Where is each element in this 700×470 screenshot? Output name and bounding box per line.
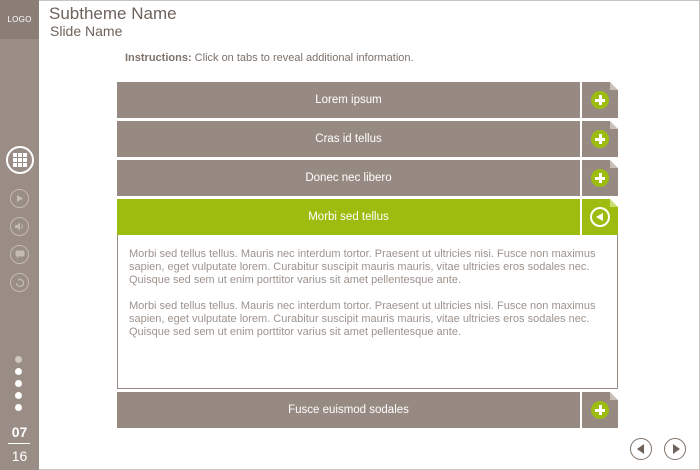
tab-fusce-euismod-sodales[interactable] bbox=[117, 392, 618, 428]
tab-lorem-ipsum[interactable] bbox=[117, 82, 618, 118]
plus-icon bbox=[591, 130, 609, 148]
tab-content-panel bbox=[117, 235, 618, 389]
collapse-button[interactable] bbox=[582, 199, 618, 235]
progress-dot bbox=[15, 392, 22, 399]
play-button[interactable] bbox=[10, 189, 29, 208]
expand-button[interactable] bbox=[582, 392, 618, 428]
grid-icon bbox=[13, 153, 27, 167]
tab-label[interactable]: Donec nec libero bbox=[117, 160, 580, 196]
play-icon bbox=[15, 194, 24, 203]
content-paragraph: Morbi sed tellus tellus. Mauris nec interdum tortor. Praesent ut ultricies nisi. Fusce non maximus sapien, eget vulputate lorem. Curabitur suscipit mauris mauris, vitae ultricies eros sodales nec. Quisque sed sem ut enim porttitor varius sit amet pellentesque ante. bbox=[129, 300, 596, 338]
tab-cras-id-tellus[interactable] bbox=[117, 121, 618, 157]
tab-label[interactable]: Fusce euismod sodales bbox=[117, 392, 580, 428]
progress-dot bbox=[15, 356, 22, 363]
audio-button[interactable] bbox=[10, 217, 29, 236]
previous-button[interactable] bbox=[630, 438, 652, 460]
menu-button[interactable] bbox=[6, 146, 34, 174]
page-divider bbox=[8, 443, 30, 444]
speech-bubble-icon bbox=[15, 250, 25, 259]
next-button[interactable] bbox=[664, 438, 686, 460]
corner-fold bbox=[610, 121, 618, 129]
plus-icon bbox=[591, 91, 609, 109]
tab-donec-nec-libero[interactable] bbox=[117, 160, 618, 196]
tab-label[interactable]: Cras id tellus bbox=[117, 121, 580, 157]
plus-icon bbox=[591, 401, 609, 419]
subtheme-title: Subtheme Name bbox=[49, 4, 177, 23]
chevron-left-icon bbox=[637, 444, 644, 454]
expand-button[interactable] bbox=[582, 160, 618, 196]
logo: LOGO bbox=[0, 0, 39, 39]
progress-dot bbox=[15, 404, 22, 411]
current-page-number: 07 bbox=[11, 424, 28, 440]
total-pages-number: 16 bbox=[11, 448, 28, 464]
back-arrow-icon bbox=[590, 207, 610, 227]
instructions-label: Instructions: bbox=[125, 52, 192, 64]
corner-fold bbox=[610, 82, 618, 90]
replay-icon bbox=[15, 278, 25, 288]
chevron-right-icon bbox=[673, 444, 680, 454]
tab-label[interactable]: Morbi sed tellus bbox=[117, 199, 580, 235]
notes-button[interactable] bbox=[10, 245, 29, 264]
corner-fold bbox=[610, 160, 618, 168]
slide-title: Slide Name bbox=[50, 23, 123, 39]
progress-dot bbox=[15, 368, 22, 375]
plus-icon bbox=[591, 169, 609, 187]
tab-label[interactable]: Lorem ipsum bbox=[117, 82, 580, 118]
corner-fold bbox=[610, 392, 618, 400]
sidebar bbox=[0, 0, 39, 470]
tab-morbi-sed-tellus[interactable] bbox=[117, 199, 618, 235]
instructions bbox=[125, 52, 414, 64]
content-paragraph: Morbi sed tellus tellus. Mauris nec interdum tortor. Praesent ut ultricies nisi. Fusce non maximus sapien, eget vulputate lorem. Curabitur suscipit mauris mauris, vitae ultricies eros sodales nec. Quisque sed sem ut enim porttitor varius sit amet pellentesque ante. bbox=[129, 248, 596, 286]
expand-button[interactable] bbox=[582, 82, 618, 118]
instructions-text: Click on tabs to reveal additional information. bbox=[191, 52, 414, 64]
volume-icon bbox=[15, 222, 25, 231]
progress-dot bbox=[15, 380, 22, 387]
replay-button[interactable] bbox=[10, 273, 29, 292]
expand-button[interactable] bbox=[582, 121, 618, 157]
corner-fold bbox=[610, 199, 618, 207]
